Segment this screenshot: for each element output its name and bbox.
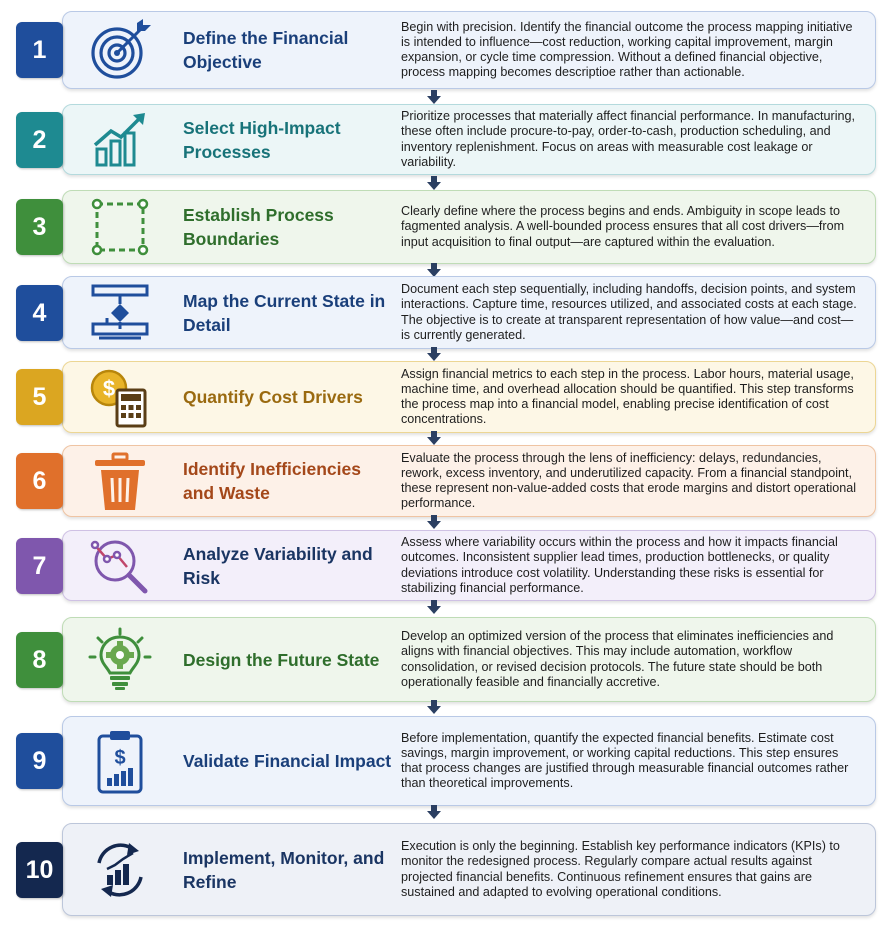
step-description: Before implementation, quantify the expected financial benefits. Estimate cost savings, margin improvement, or working capital reductions. This step ensures that process changes are justified through measurable financial outcomes rather than theoretical improvements. [401, 730, 849, 791]
step-description: Document each step sequentially, including handoffs, decision points, and system interactions. Capture time, resources utilized, and associated costs at each stage. The objective is to create at transparent representation of how value—and cost—is currently generated. [401, 282, 857, 342]
step-number-badge: 9 [16, 733, 63, 789]
step-row [0, 716, 888, 806]
step-title: Analyze Variability and Risk [183, 543, 373, 588]
step-number-badge: 5 [16, 369, 63, 425]
svg-text:$: $ [114, 747, 126, 769]
step-number-badge: 3 [16, 199, 63, 255]
process-flow-icon [82, 276, 158, 349]
step-title: Implement, Monitor, and Refine [183, 847, 385, 892]
magnifier-analysis-icon [82, 530, 158, 601]
bar-chart-growth-icon [82, 104, 158, 175]
svg-text:$: $ [102, 376, 116, 401]
step-row [0, 361, 888, 433]
step-row [0, 104, 888, 175]
down-arrow-icon [427, 182, 441, 190]
step-row [0, 617, 888, 702]
cycle-chart-icon [82, 823, 158, 916]
step-title: Quantify Cost Drivers [183, 387, 363, 407]
down-arrow-icon [427, 437, 441, 445]
step-description: Begin with precision. Identify the financial outcome the process mapping initiative is intended to influence—cost reduction, working capital improvement, margin expansion, or cycle time compression. Without a defined financial objective, process mapping becomes descriptioe rather than actionable. [401, 19, 853, 80]
step-description: Develop an optimized version of the process that eliminates inefficiencies and aligns with financial objectives. This may include automation, workflow consolidation, or revised decision protocols. The future state should be both operationally feasible and financially accretive. [401, 629, 834, 689]
down-arrow-icon [427, 706, 441, 714]
step-description: Assess where variability occurs within the process and how it impacts financial outcomes. Inconsistent supplier lead times, production bottlenecks, or quality deviations introduce cost volatility. Understanding these risks is essential for stabilizing financial performance. [401, 535, 838, 595]
step-description: Assign financial metrics to each step in the process. Labor hours, material usage, machine time, and overhead allocation should be quantified. This step transforms the process map into a financial model, enabling precise identification of cost concentrations. [401, 366, 854, 427]
step-number-badge: 1 [16, 22, 63, 78]
step-number-badge: 10 [16, 842, 63, 898]
step-number-badge: 8 [16, 632, 63, 688]
target-icon [82, 11, 158, 89]
down-arrow-icon [427, 811, 441, 819]
down-arrow-icon [427, 606, 441, 614]
clipboard-dollar-icon [82, 716, 158, 806]
down-arrow-icon [427, 521, 441, 529]
step-title: Validate Financial Impact [183, 751, 392, 771]
step-number-badge: 7 [16, 538, 63, 594]
step-title: Select High-Impact Processes [183, 117, 341, 162]
step-title: Identify Inefficiencies and Waste [183, 459, 361, 503]
step-title: Design the Future State [183, 649, 380, 670]
step-number-badge: 2 [16, 112, 63, 168]
step-title: Define the Financial Objective [183, 28, 349, 72]
step-row [0, 530, 888, 601]
down-arrow-icon [427, 96, 441, 104]
step-row [0, 11, 888, 89]
step-description: Clearly define where the process begins and ends. Ambiguity in scope leads to fagmented analysis. A well-bounded process ensures that all cost drivers—from input acquisition to final output—are captured within the evaluation. [401, 204, 845, 249]
step-title: Map the Current State in Detail [183, 290, 386, 335]
step-row [0, 445, 888, 517]
step-number-badge: 4 [16, 285, 63, 341]
coin-calculator-icon [82, 361, 158, 433]
step-description: Execution is only the beginning. Establish key performance indicators (KPIs) to monitor the redesigned process. Regularly compare actual results against projected financial benefits. Continuous refinement ensures that gains are sustained and adapted to evolving operational conditions. [401, 839, 840, 899]
trash-bin-icon [82, 445, 158, 517]
step-number-badge: 6 [16, 453, 63, 509]
step-row [0, 276, 888, 349]
step-row [0, 190, 888, 264]
step-description: Prioritize processes that materially affect financial performance. In manufacturing, these often include procure-to-pay, order-to-cash, production scheduling, and inventory replenishment. Focus on areas with measurable cost leakage or variability. [401, 109, 856, 169]
dashed-boundary-icon [82, 190, 158, 264]
lightbulb-gear-icon [82, 617, 158, 702]
step-title: Establish Process Boundaries [183, 205, 334, 249]
down-arrow-icon [427, 353, 441, 361]
step-description: Evaluate the process through the lens of inefficiency: delays, redundancies, rework, excess inventory, and underutilized capacity. From a financial standpoint, these represent non-value-added costs that erode margins and distort operational performance. [401, 450, 857, 511]
step-row [0, 823, 888, 916]
